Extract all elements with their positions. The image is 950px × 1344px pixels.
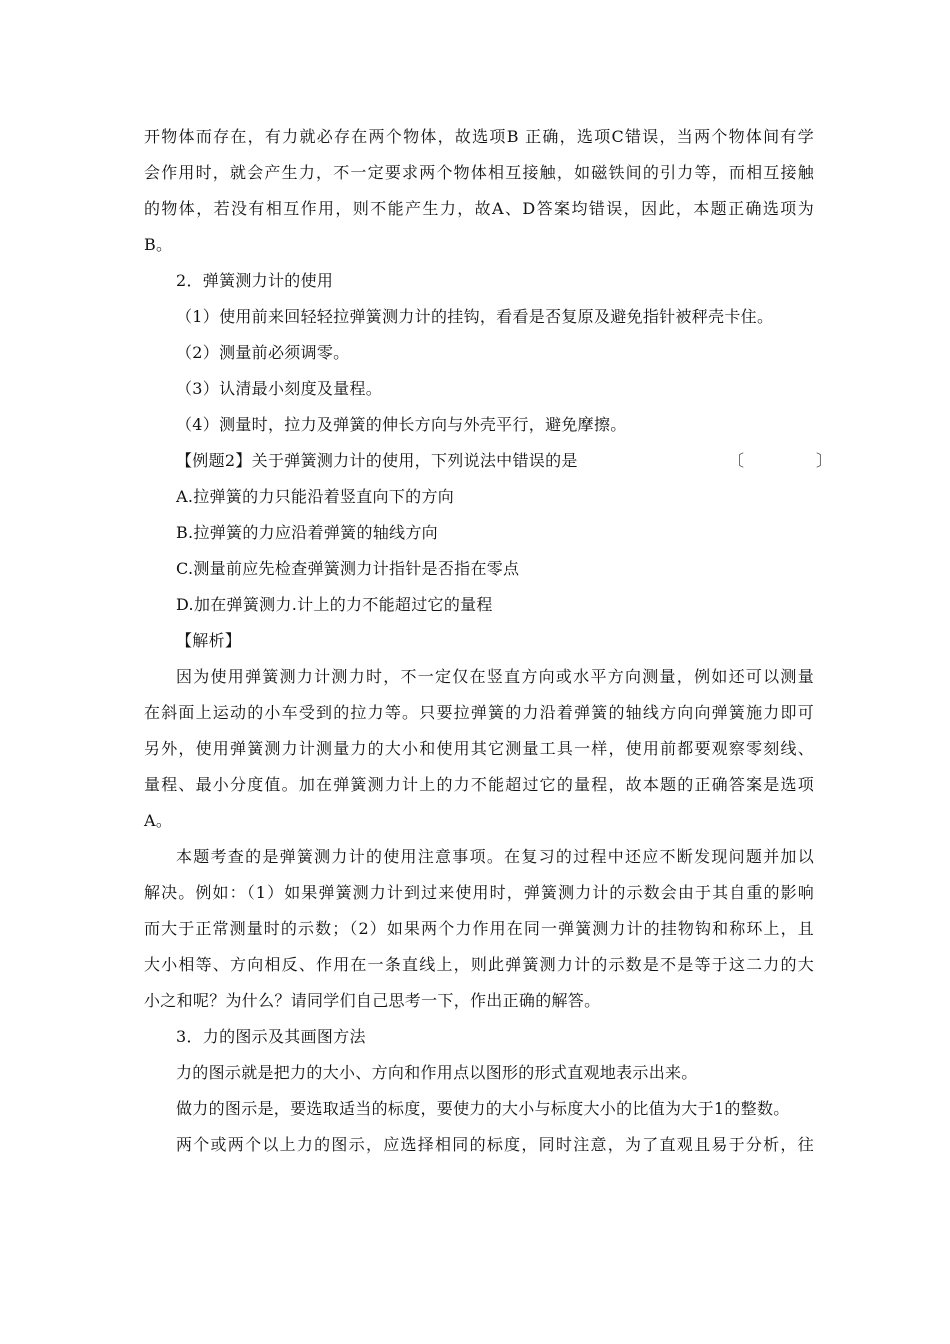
section-heading: 2．弹簧测力计的使用 — [176, 271, 334, 290]
note-line: 小之和呢？为什么？请同学们自己思考一下，作出正确的解答。 — [144, 991, 601, 1010]
analysis-line: 在斜面上运动的小车受到的拉力等。只要拉弹簧的力沿着弹簧的轴线方向向弹簧施力即可 — [144, 703, 814, 722]
section-heading: 3．力的图示及其画图方法 — [176, 1027, 366, 1046]
option-a: A.拉弹簧的力只能沿着竖直向下的方向 — [176, 487, 455, 506]
option-b: B.拉弹簧的力应沿着弹簧的轴线方向 — [176, 523, 438, 542]
note-line: 解决。例如：（1）如果弹簧测力计到过来使用时，弹簧测力计的示数会由于其自重的影响 — [144, 883, 814, 902]
section-line: 两个或两个以上力的图示，应选择相同的标度，同时注意，为了直观且易于分析，往 — [176, 1135, 814, 1154]
paragraph-line: 的物体，若没有相互作用，则不能产生力，故A、D答案均错误，因此，本题正确选项为 — [144, 199, 814, 218]
analysis-line: 量程、最小分度值。加在弹簧测力计上的力不能超过它的量程，故本题的正确答案是选项 — [144, 775, 814, 794]
section-line: 力的图示就是把力的大小、方向和作用点以图形的形式直观地表示出来。 — [176, 1063, 698, 1082]
paragraph-line: 开物体而存在，有力就必存在两个物体，故选项B 正确，选项C错误，当两个物体间有学 — [144, 127, 814, 146]
list-item: （1）使用前来回轻轻拉弹簧测力计的挂钩，看看是否复原及避免指针被秤壳卡住。 — [176, 307, 774, 326]
section-line: 做力的图示是，要选取适当的标度，要使力的大小与标度大小的比值为大于1的整数。 — [176, 1099, 790, 1118]
option-d: D.加在弹簧测力.计上的力不能超过它的量程 — [176, 595, 493, 614]
paragraph-line: B。 — [144, 235, 173, 254]
example-question: 【例题2】关于弹簧测力计的使用，下列说法中错误的是 — [176, 451, 578, 470]
note-line: 而大于正常测量时的示数；（2）如果两个力作用在同一弹簧测力计的挂物钩和称环上，且 — [144, 919, 814, 938]
list-item: （4）测量时，拉力及弹簧的伸长方向与外壳平行，避免摩擦。 — [176, 415, 627, 434]
paragraph-line: 会作用时，就会产生力，不一定要求两个物体相互接触，如磁铁间的引力等，而相互接触 — [144, 163, 814, 182]
analysis-line: 另外，使用弹簧测力计测量力的大小和使用其它测量工具一样，使用前都要观察零刻线、 — [144, 739, 814, 758]
analysis-line: 因为使用弹簧测力计测力时，不一定仅在竖直方向或水平方向测量，例如还可以测量 — [176, 667, 814, 686]
analysis-label: 【解析】 — [176, 631, 242, 650]
list-item: （2）测量前必须调零。 — [176, 343, 350, 362]
option-c: C.测量前应先检查弹簧测力计指针是否指在零点 — [176, 559, 520, 578]
analysis-line: A。 — [144, 811, 173, 830]
note-line: 本题考查的是弹簧测力计的使用注意事项。在复习的过程中还应不断发现问题并加以 — [176, 847, 814, 866]
note-line: 大小相等、方向相反、作用在一条直线上，则此弹簧测力计的示数是不是等于这二力的大 — [144, 955, 814, 974]
answer-bracket: 〔 〕 — [728, 451, 861, 470]
list-item: （3）认清最小刻度及量程。 — [176, 379, 383, 398]
